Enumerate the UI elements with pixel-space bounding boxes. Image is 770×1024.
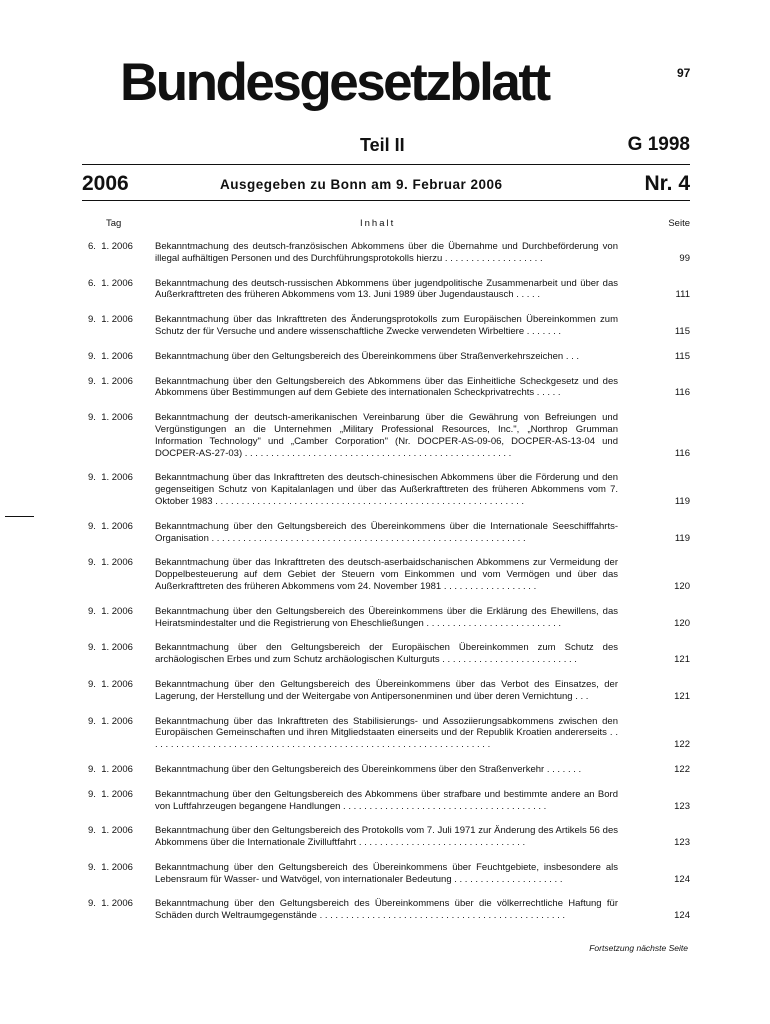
- entry-body: [0, 715, 618, 751]
- entry-body: [0, 898, 618, 922]
- contents-entry: [0, 716, 770, 751]
- entry-page: 119: [674, 495, 690, 507]
- entry-page: 123: [674, 800, 690, 812]
- masthead-title: Bundesgesetzblatt: [120, 53, 549, 112]
- column-header-page: Seite: [668, 218, 690, 229]
- continuation-note: Fortsetzung nächste Seite: [589, 943, 688, 953]
- top-rule: [82, 164, 690, 165]
- contents-entry: [0, 764, 770, 776]
- entry-date: 6. 1. 2006: [88, 241, 133, 252]
- entry-text: Bekanntmachung über den Geltungsbereich des Übereinkommens über Feuchtgebiete, insbesondere als Lebensraum für Wasser- und Watvögel, von internationaler Bedeutung . . . . . . . . . . . . . . . . . . . . .: [155, 861, 618, 885]
- entry-date: 9. 1. 2006: [88, 472, 133, 484]
- entry-body: [0, 375, 618, 400]
- entry-text: Bekanntmachung über den Geltungsbereich des Übereinkommens über das Verbot des Einsatzes, der Lagerung, der Herstellung und der Weitergabe von Antipersonenminen und über deren Vernichtung . . .: [155, 678, 618, 702]
- entry-body: [0, 788, 618, 813]
- entry-page: 124: [674, 910, 690, 922]
- entry-page: 99: [679, 252, 690, 264]
- contents-entry: [0, 314, 770, 338]
- entry-date: 9. 1. 2006: [88, 788, 133, 800]
- contents-entry: [0, 521, 770, 545]
- entry-text: Bekanntmachung über das Inkrafttreten des deutsch-chinesischen Abkommens über die Förderung und den gegenseitigen Schutz von Kapitalanlagen und über das Außerkrafttreten des früheren Abkommens vom 7. Oktober 1983 . . . . . . . . . . . . . . . . . . . . . . . . . . . . . . . . . . . . . . . . . . . . . . . . . . . . . . . . . . .: [155, 472, 618, 507]
- entry-text: Bekanntmachung der deutsch-amerikanischen Vereinbarung über die Gewährung von Befreiungen und Vergünstigungen an die Unternehmen „Military Professional Resources, Inc.", „Northrop Grumman Information Technology" und „Camber Corporation" (Nr. DOCPER-AS-09-06, DOCPER-AS-13-04 und DOCPER-AS-27-03) . . . . . . . . . . . . . . . . . . . . . . . . . . . . . . . . . . . . . . . . . . . . . . . . . . .: [155, 412, 618, 459]
- contents-entry: [0, 472, 770, 507]
- entry-date: 9. 1. 2006: [88, 642, 133, 654]
- issue-date-line: Ausgegeben zu Bonn am 9. Februar 2006: [220, 177, 503, 192]
- entry-page: 120: [674, 580, 690, 592]
- entry-text: Bekanntmachung über den Geltungsbereich des Übereinkommens über die Erklärung des Ehewillens, das Heiratsmindestalter und die Registrierung von Eheschließungen . . . . . . . . . . . . . . . . . . . . . . . . . .: [155, 605, 618, 629]
- entry-body: [0, 277, 618, 302]
- contents-entry: [0, 351, 770, 363]
- entry-page: 116: [674, 387, 690, 399]
- part-label: Teil II: [360, 135, 405, 155]
- contents-entry: [0, 642, 770, 666]
- entry-text: Bekanntmachung über den Geltungsbereich des Übereinkommens über die Internationale Seeschifffahrts-Organisation . . . . . . . . . . . . . . . . . . . . . . . . . . . . . . . . . . . . . . . . . . . . . . . . . . . . . . . . . . . .: [155, 520, 618, 544]
- contents-entry: [0, 679, 770, 703]
- entry-date: 9. 1. 2006: [88, 825, 133, 837]
- entry-date: 9. 1. 2006: [88, 898, 133, 910]
- contents-entry: [0, 789, 770, 813]
- contents-entry: [0, 862, 770, 886]
- entry-text: Bekanntmachung über das Inkrafttreten des Änderungsprotokolls zum Europäischen Übereinkommen zum Schutz der für Versuche und andere wissenschaftliche Zwecke verwendeten Wirbeltiere . . . . . . .: [155, 314, 618, 337]
- entry-text: Bekanntmachung über den Geltungsbereich des Übereinkommens über die völkerrechtliche Haftung für Schäden durch Weltraumgegenstände . . . . . . . . . . . . . . . . . . . . . . . . . . . . . . . . . . . . . . . . . . . . . . .: [155, 898, 618, 922]
- issue-number: Nr. 4: [644, 172, 690, 195]
- entry-body: [0, 314, 618, 338]
- header-rule: [82, 200, 690, 201]
- entry-date: 9. 1. 2006: [88, 605, 133, 617]
- column-header-content: Inhalt: [360, 218, 396, 229]
- contents-entry: [0, 241, 770, 265]
- contents-entry: [0, 557, 770, 592]
- entry-page: 123: [674, 837, 690, 849]
- entry-date: 9. 1. 2006: [88, 375, 133, 387]
- entry-page: 119: [674, 532, 690, 544]
- entry-page: 115: [674, 350, 690, 362]
- entry-body: [0, 861, 618, 886]
- entry-text: Bekanntmachung des deutsch-russischen Abkommens über jugendpolitische Zusammenarbeit und über das Außerkrafttreten des früheren Abkommens vom 13. Juni 1989 über Jugendaustausch . . . . .: [155, 277, 618, 301]
- entry-body: [0, 678, 618, 703]
- entry-body: [0, 642, 618, 666]
- column-header-date: Tag: [106, 218, 122, 229]
- entry-text: Bekanntmachung über das Inkrafttreten des Stabilisierungs- und Assoziierungsabkommens zwischen den Europäischen Gemeinschaften und ihren Mitgliedstaaten einerseits und der Republik Kroatien andererseits . . . . . . . . . . . . . . . . . . . . . . . . . . . . . . . . . . . . . . . . . . . . . . . . . . . . . . . . . . . . . . . . . .: [155, 715, 618, 751]
- entry-body: [0, 520, 618, 545]
- entry-body: [0, 412, 618, 459]
- entry-body: [0, 763, 582, 776]
- entry-date: 9. 1. 2006: [88, 678, 133, 690]
- entry-date: 9. 1. 2006: [88, 557, 133, 569]
- entry-page: 115: [674, 325, 690, 337]
- entry-page: 121: [674, 690, 690, 702]
- entry-text: Bekanntmachung über den Geltungsbereich des Übereinkommens über den Straßenverkehr . . . . . . .: [155, 763, 582, 775]
- contents-entry: [0, 412, 770, 459]
- entry-page: 122: [674, 739, 690, 751]
- entry-date: 9. 1. 2006: [88, 520, 133, 532]
- entry-body: [0, 605, 618, 630]
- entry-text: Bekanntmachung über den Geltungsbereich des Abkommens über das Einheitliche Scheckgesetz und des Abkommens über Bestimmungen auf dem Gebiete des internationalen Scheckprivatrechts . . . . .: [155, 375, 618, 399]
- entry-text: Bekanntmachung über den Geltungsbereich des Abkommens über strafbare und bestimmte andere an Bord von Luftfahrzeugen begangene Handlungen . . . . . . . . . . . . . . . . . . . . . . . . . . . . . . . . . . . . . . .: [155, 788, 618, 812]
- entry-body: [0, 557, 618, 592]
- contents-entry: [0, 825, 770, 849]
- entry-body: [0, 825, 618, 849]
- entry-text: Bekanntmachung über das Inkrafttreten des deutsch-aserbaidschanischen Abkommens zur Vermeidung der Doppelbesteuerung auf dem Gebiet der Steuern vom Einkommen und vom Vermögen und über das Außerkrafttreten des früheren Abkommens vom 24. November 1981 . . . . . . . . . . . . . . . . . .: [155, 557, 618, 592]
- contents-entry: [0, 606, 770, 630]
- entry-date: 9. 1. 2006: [88, 314, 133, 326]
- entry-text: Bekanntmachung über den Geltungsbereich der Europäischen Übereinkommen zum Schutz des archäologischen Erbes und zum Schutz archäologischen Kulturguts . . . . . . . . . . . . . . . . . . . . . . . . . .: [155, 642, 618, 666]
- contents-list: [0, 241, 770, 935]
- entry-page: 120: [674, 617, 690, 629]
- entry-text: Bekanntmachung über den Geltungsbereich des Protokolls vom 7. Juli 1971 zur Änderung des Artikels 56 des Abkommens über die Internationale Zivilluftfahrt . . . . . . . . . . . . . . . . . . . . . . . . . . . . . . . .: [155, 825, 618, 849]
- entry-page: 121: [674, 654, 690, 666]
- issue-year: 2006: [82, 172, 129, 195]
- entry-page: 116: [674, 447, 690, 459]
- entry-text: Bekanntmachung über den Geltungsbereich des Übereinkommens über Straßenverkehrszeichen . . .: [155, 350, 580, 362]
- entry-text: Bekanntmachung des deutsch-französischen Abkommens über die Übernahme und Durchbeförderung von illegal aufhältigen Personen und des Durchführungsprotokolls hierzu . . . . . . . . . . . . . . . . . . .: [155, 241, 618, 264]
- entry-body: [0, 472, 618, 507]
- contents-entry: [0, 278, 770, 302]
- entry-date: 9. 1. 2006: [88, 715, 133, 727]
- entry-body: [0, 350, 580, 363]
- entry-page: 122: [674, 763, 690, 775]
- contents-entry: [0, 898, 770, 922]
- entry-date: 6. 1. 2006: [88, 277, 133, 289]
- entry-page: 124: [674, 873, 690, 885]
- contents-entry: [0, 376, 770, 400]
- entry-page: 111: [675, 289, 690, 301]
- postal-code: G 1998: [627, 134, 690, 155]
- entry-date: 9. 1. 2006: [88, 763, 133, 775]
- page-number: 97: [677, 66, 691, 80]
- entry-date: 9. 1. 2006: [88, 861, 133, 873]
- entry-date: 9. 1. 2006: [88, 350, 133, 362]
- entry-body: [0, 241, 618, 265]
- entry-date: 9. 1. 2006: [88, 412, 133, 424]
